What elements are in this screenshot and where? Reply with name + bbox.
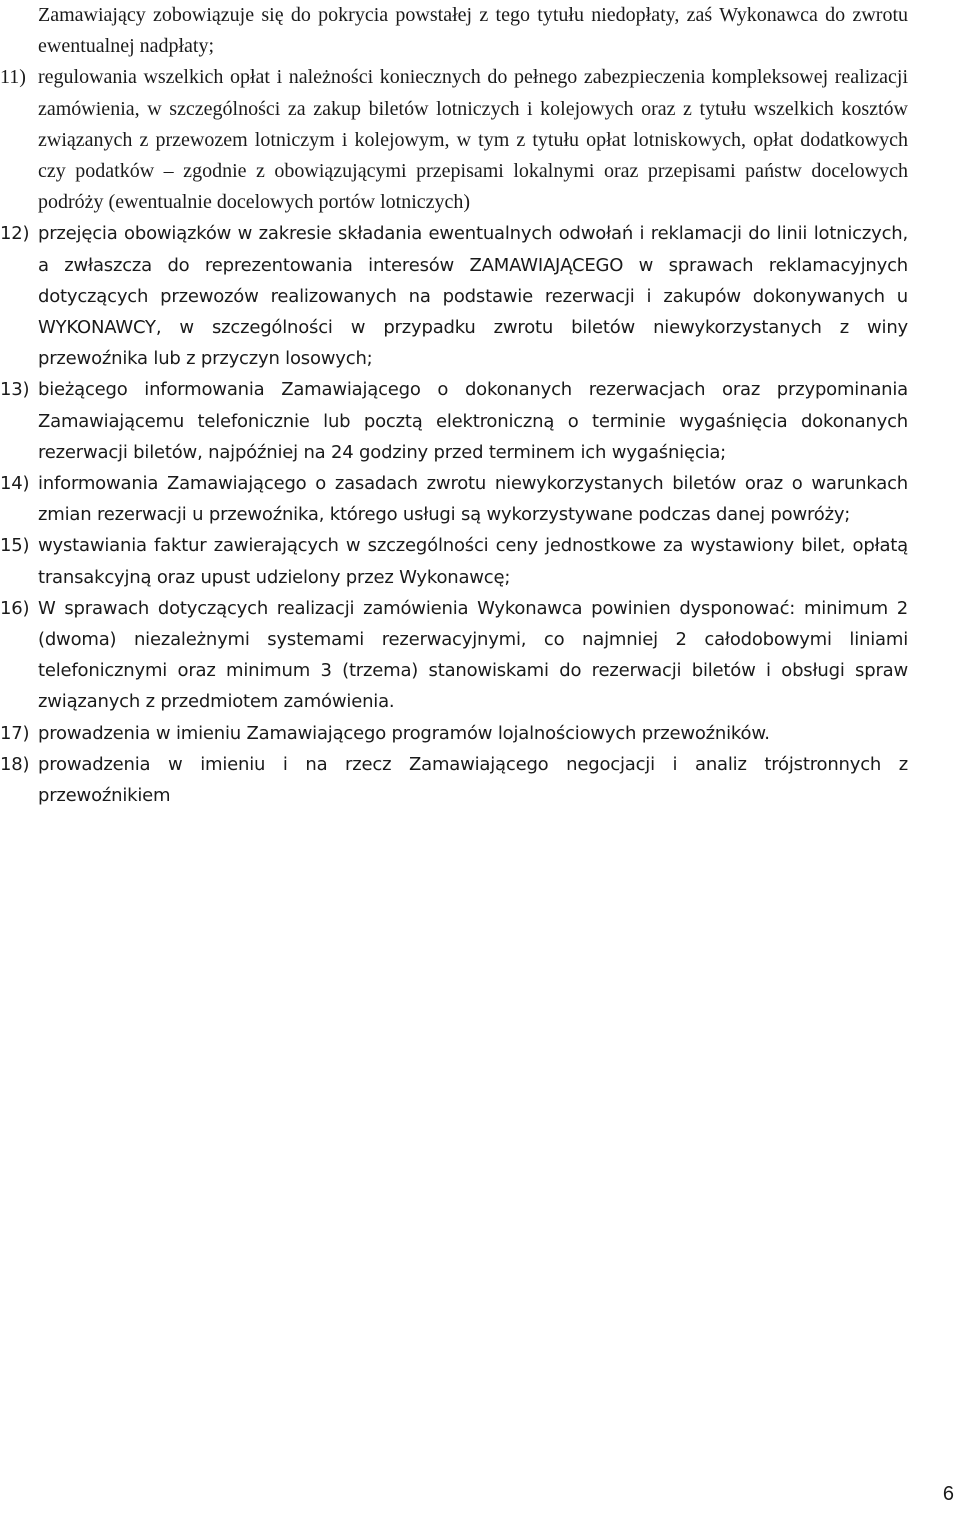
list-item-11 xyxy=(0,62,908,218)
paragraph-continuation xyxy=(0,0,908,62)
list-number: 11) xyxy=(0,66,26,89)
page-number: 6 xyxy=(942,1483,954,1505)
list-number: 13) xyxy=(0,379,30,401)
paragraph-text: przejęcia obowiązków w zakresie składania ewentualnych odwołań i reklamacji do linii lotniczych, a zwłaszcza do reprezentowania interesów ZAMAWIAJĄCEGO w sprawach reklamacyjnych dotyczących przewozów realizowanych na podstawie rezerwacji i zakupów dokonywanych u WYKONAWCY, w szczególności w przypadku zwrotu biletów niewykorzystanych z winy przewoźnika lub z przyczyn losowych; xyxy=(38,223,908,370)
paragraph-text: bieżącego informowania Zamawiającego o dokonanych rezerwacjach oraz przypominania Zamawiającemu telefonicznie lub pocztą elektroniczną o terminie wygaśnięcia dokonanych rezerwacji biletów, najpóźniej na 24 godziny przed terminem ich wygaśnięcia; xyxy=(38,379,908,463)
list-item-17 xyxy=(0,718,908,749)
paragraph-text: wystawiania faktur zawierających w szczególności ceny jednostkowe za wystawiony bilet, opłatą transakcyjną oraz upust udzielony przez Wykonawcę; xyxy=(38,535,908,588)
paragraph-text: Zamawiający zobowiązuje się do pokrycia powstałej z tego tytułu niedopłaty, zaś Wykonawca do zwrotu ewentualnej nadpłaty; xyxy=(38,4,908,58)
list-item-16 xyxy=(0,593,908,718)
list-number: 18) xyxy=(0,753,30,775)
list-item-18 xyxy=(0,749,908,811)
list-item-15 xyxy=(0,530,908,592)
paragraph-text: regulowania wszelkich opłat i należności koniecznych do pełnego zabezpieczenia kompleksowej realizacji zamówienia, w szczególności za zakup biletów lotniczych i kolejowych oraz z tytułu wszelkich kosztów związanych z przewozem lotniczym i kolejowym, w tym z tytułu opłat lotniskowych, opłat dodatkowych czy podatków – zgodnie z obowiązującymi przepisami lokalnymi oraz przepisami państw docelowych podróży (ewentualnie docelowych portów lotniczych) xyxy=(38,66,908,214)
list-number: 15) xyxy=(0,535,30,557)
list-item-13 xyxy=(0,374,908,468)
list-number: 14) xyxy=(0,473,30,495)
paragraph-text: prowadzenia w imieniu Zamawiającego programów lojalnościowych przewoźników. xyxy=(38,722,770,744)
paragraph-text: W sprawach dotyczących realizacji zamówienia Wykonawca powinien dysponować: minimum 2 (dwoma) niezależnymi systemami rezerwacyjnymi, co najmniej 2 całodobowymi liniami telefonicznymi oraz minimum 3 (trzema) stanowiskami do rezerwacji biletów i obsługi spraw związanych z przedmiotem zamówienia. xyxy=(38,597,908,713)
list-item-14 xyxy=(0,468,908,530)
list-number: 17) xyxy=(0,722,30,744)
paragraph-text: prowadzenia w imieniu i na rzecz Zamawiającego negocjacji i analiz trójstronnych z przewoźnikiem xyxy=(38,753,908,807)
list-number: 16) xyxy=(0,597,30,619)
list-item-12 xyxy=(0,218,908,374)
paragraph-text: informowania Zamawiającego o zasadach zwrotu niewykorzystanych biletów oraz o warunkach zmian rezerwacji u przewoźnika, którego usługi są wykorzystywane podczas danej powróży; xyxy=(38,473,908,526)
list-number: 12) xyxy=(0,223,30,245)
